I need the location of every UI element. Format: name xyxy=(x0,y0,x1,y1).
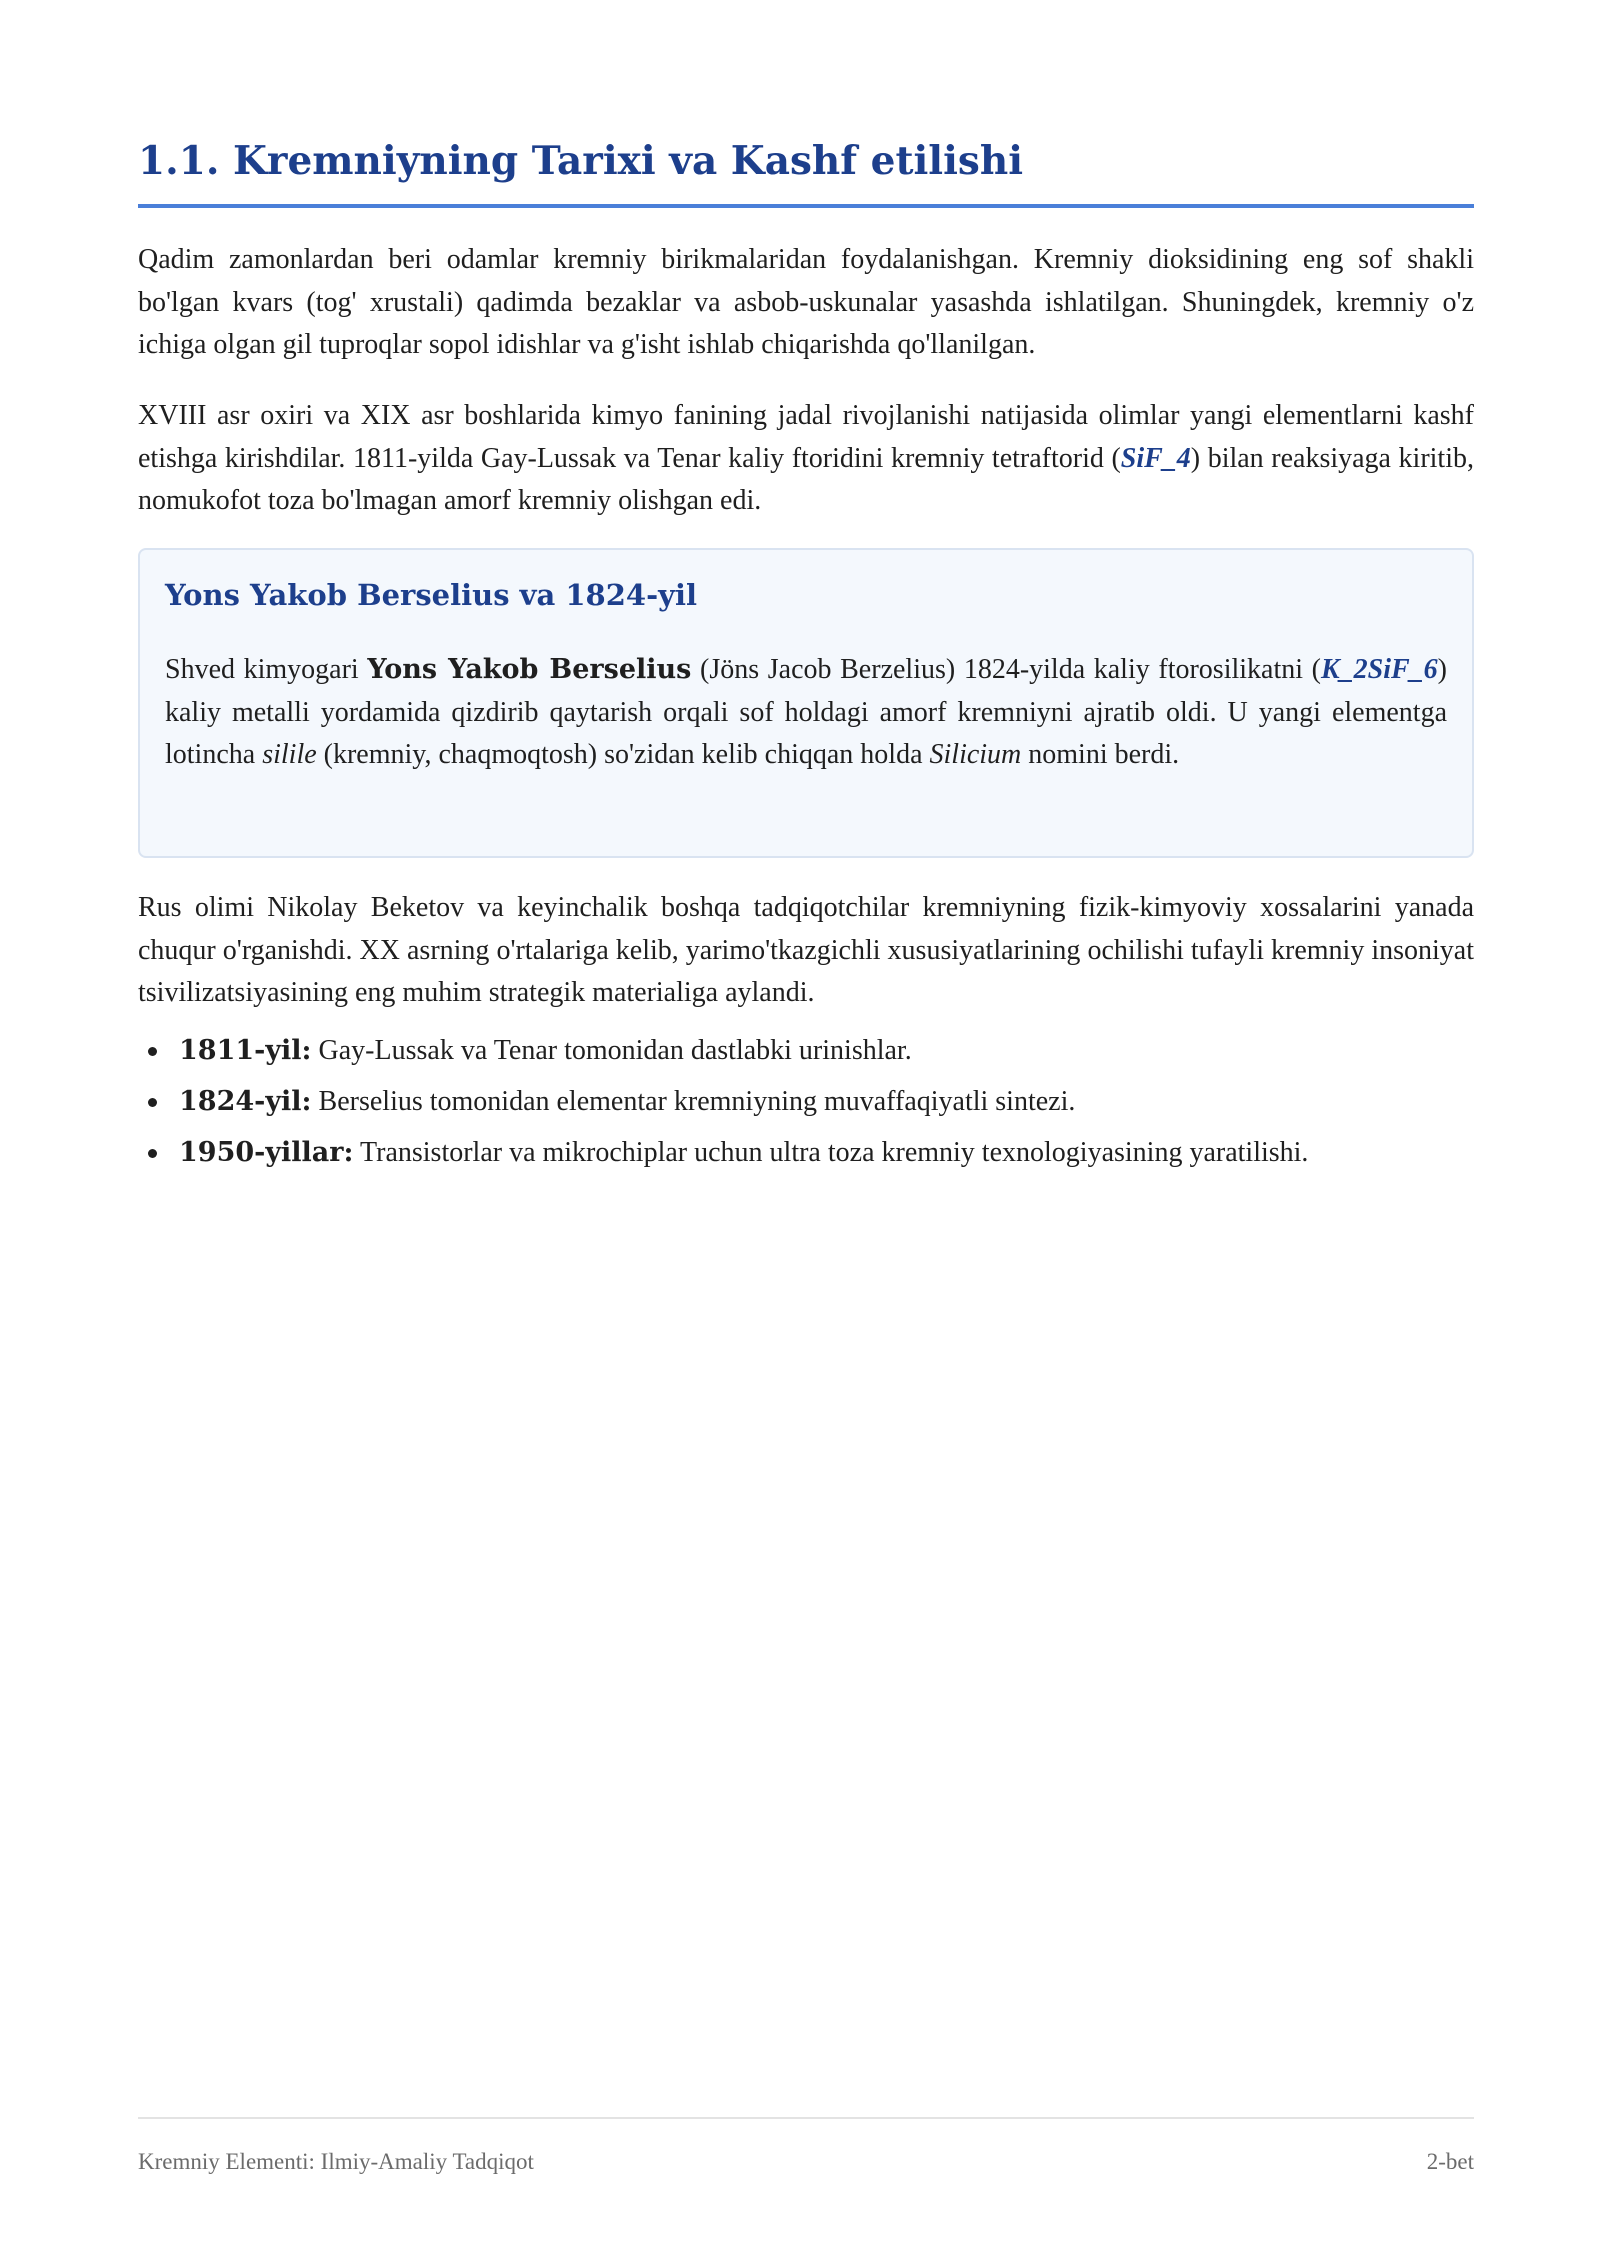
timeline-text: Transistorlar va mikrochiplar uchun ultra toza kremniy texnologiyasining yaratilishi. xyxy=(353,1137,1309,1168)
timeline-text: Gay-Lussak va Tenar tomonidan dastlabki urinishlar. xyxy=(311,1035,912,1066)
formula-sif4: SiF_4 xyxy=(1120,442,1191,474)
discovery-text-before: XVIII asr oxiri va XIX asr boshlarida kimyo fanining jadal rivojlanishi natijasida olimlar yangi elementlarni kashf etishga kirishdilar. 1811-yilda Gay-Lussak va Tenar kaliy ftoridini kremniy tetraftorid ( xyxy=(138,400,1474,474)
berzelius-name: Yons Yakob Berselius xyxy=(367,654,692,685)
intro-paragraph: Qadim zamonlardan beri odamlar kremniy birikmalaridan foydalanishgan. Kremniy dioksidining eng sof shakli bo'lgan kvars (tog' xrustali) qadimda bezaklar va asbob-uskunalar yasashda ishlatilgan. Shuningdek, kremniy o'z ichiga olgan gil tuproqlar sopol idishlar va g'isht ishlab chiqarishda qo'llanilgan. xyxy=(138,244,1474,360)
list-item xyxy=(138,1132,1474,1183)
callout-text-mid2: ) kaliy metalli yordamida qizdirib qaytarish orqali sof holdagi amorf kremniyni ajratib oldi. U yangi elementga lotincha xyxy=(165,654,1447,770)
callout-text-end: nomini berdi. xyxy=(1021,739,1180,770)
formula-k2sif6: K_2SiF_6 xyxy=(1320,654,1438,685)
callout-text-start: Shved kimyogari xyxy=(165,654,368,685)
timeline-label: 1811-yil: xyxy=(179,1035,312,1066)
timeline-label: 1824-yil: xyxy=(179,1086,312,1117)
timeline-label: 1950-yillar: xyxy=(179,1137,354,1168)
discovery-paragraph xyxy=(138,395,1474,523)
timeline-list xyxy=(138,1030,1474,1183)
callout-title: Yons Yakob Berselius va 1824-yil xyxy=(165,578,698,612)
footer-document-title: Kremniy Elementi: Ilmiy-Amaliy Tadqiqot xyxy=(138,2149,534,2174)
timeline-text: Berselius tomonidan elementar kremniyning muvaffaqiyatli sintezi. xyxy=(311,1086,1076,1117)
footer-page-number: 2-bet xyxy=(1426,2149,1474,2174)
section-heading: 1.1. Kremniyning Tarixi va Kashf etilishi xyxy=(138,138,1024,184)
document-page xyxy=(138,0,1474,2263)
callout-body xyxy=(165,649,1447,777)
berzelius-callout-box xyxy=(138,548,1474,858)
list-item xyxy=(138,1030,1474,1081)
list-item xyxy=(138,1081,1474,1132)
discovery-text-after: ) bilan reaksiyaga kiritib, nomukofot toza bo'lmagan amorf kremniy olishgan edi. xyxy=(138,442,1474,516)
heading-underline xyxy=(138,204,1474,208)
callout-text-mid3: (kremniy, chaqmoqtosh) so'zidan kelib chiqqan holda xyxy=(316,739,930,770)
bullet-icon xyxy=(148,1149,157,1158)
research-paragraph: Rus olimi Nikolay Beketov va keyinchalik boshqa tadqiqotchilar kremniyning fizik-kimyoviy xossalarini yanada chuqur o'rganishdi. XX asrning o'rtalariga kelib, yarimo'tkazgichli xususiyatlarining ochilishi tufayli kremniy insoniyat tsivilizatsiyasining eng muhim strategik materialiga aylandi. xyxy=(138,892,1474,1008)
element-name: Silicium xyxy=(929,739,1022,770)
bullet-icon xyxy=(148,1047,157,1056)
bullet-icon xyxy=(148,1098,157,1107)
callout-text-mid1: (Jöns Jacob Berzelius) 1824-yilda kaliy ftorosilikatni ( xyxy=(691,654,1321,685)
latin-word: silile xyxy=(262,739,317,770)
footer-divider xyxy=(138,2117,1474,2119)
